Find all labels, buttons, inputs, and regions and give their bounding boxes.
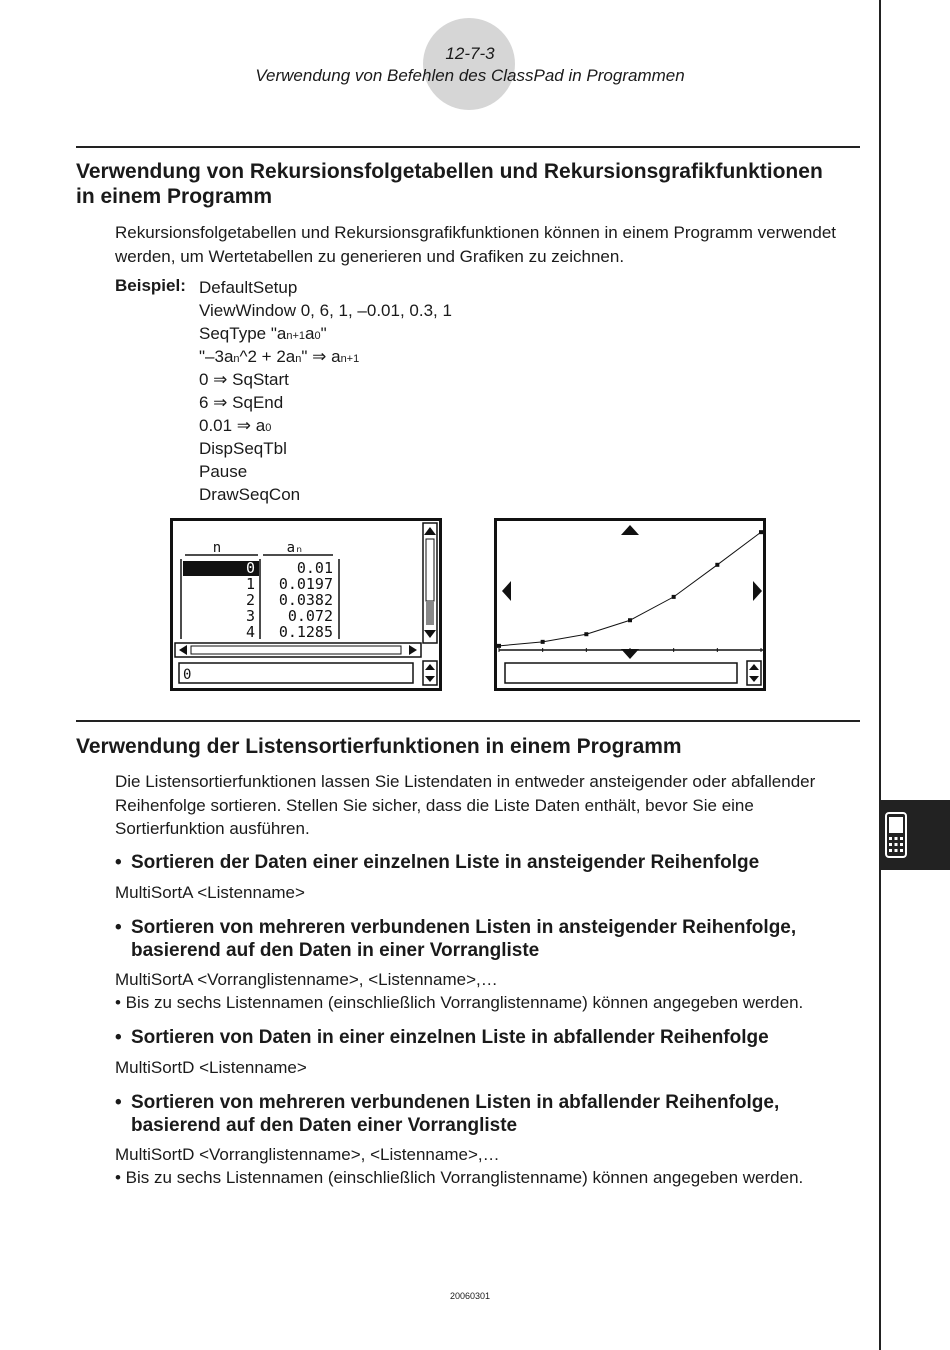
bullet-title-line: Sortieren von mehreren verbundenen Listen in abfallender Reihenfolge, — [131, 1092, 780, 1113]
footer-code: 20060301 — [449, 1291, 491, 1301]
table-cell-an[interactable]: 0.0382 — [278, 591, 333, 609]
table-input-field[interactable] — [179, 663, 413, 683]
sequence-curve — [499, 532, 761, 646]
bullet-dot: • — [115, 1092, 122, 1113]
syntax-line: MultiSortD <Vorranglistenname>, <Listenname>,… — [115, 1145, 500, 1164]
table-cell-an[interactable]: 0.0197 — [278, 575, 333, 593]
code-subscript: n+1 — [286, 330, 305, 342]
table-cell-n[interactable]: 2 — [245, 591, 255, 609]
intro-line: werden, um Wertetabellen zu generieren und Grafiken zu zeichnen. — [115, 246, 625, 266]
sequence-point — [584, 632, 588, 636]
bullet-title — [131, 1091, 871, 1137]
sequence-point — [715, 563, 719, 567]
scroll-right-arrow[interactable] — [753, 581, 762, 601]
scroll-down-arrow[interactable] — [621, 649, 639, 659]
scroll-left-arrow[interactable] — [502, 581, 511, 601]
page-subtitle: Verwendung von Befehlen des ClassPad in Programmen — [255, 66, 685, 85]
section-rule — [76, 146, 860, 148]
code-subscript: n — [295, 353, 302, 365]
code-part: " ⇒ a — [301, 347, 341, 366]
section-heading: Verwendung der Listensortierfunktionen in einem Programm — [76, 735, 682, 758]
code-subscript: 0 — [314, 330, 321, 342]
code-part: SeqType "a — [199, 324, 287, 343]
page-number-circle — [423, 18, 515, 110]
table-cell-n[interactable]: 1 — [245, 575, 255, 593]
code-part: 0.01 ⇒ a — [199, 416, 266, 435]
table-input-value: 0 — [183, 667, 192, 683]
syntax-line: MultiSortA <Listenname> — [115, 883, 305, 902]
calculator-icon — [884, 812, 908, 858]
graph-input-field[interactable] — [505, 663, 737, 683]
bullet-title — [131, 916, 871, 962]
code-part: " — [320, 324, 327, 343]
syntax-line: MultiSortD <Listenname> — [115, 1058, 307, 1077]
sequence-graph-screen — [494, 518, 766, 691]
code-line: 6 ⇒ SqEnd — [199, 393, 284, 412]
margin-rule — [879, 0, 881, 1350]
bullet-title-line: basierend auf den Daten in einer Vorrangliste — [131, 940, 540, 961]
section-intro — [115, 221, 861, 268]
bullet-title-line: Sortieren von mehreren verbundenen Listen in ansteigender Reihenfolge, — [131, 917, 797, 938]
bullet-dot: • — [115, 852, 122, 873]
section-intro — [115, 770, 861, 841]
intro-line: Die Listensortierfunktionen lassen Sie Listendaten in entweder ansteigender oder abfallender — [115, 772, 816, 791]
intro-line: Reihenfolge sortieren. Stellen Sie sicher, dass die Liste Daten enthält, bevor Sie eine — [115, 795, 754, 815]
code-part: ^2 + 2a — [239, 347, 296, 366]
table-cell-an[interactable]: 0.072 — [287, 607, 333, 625]
code-line: ViewWindow 0, 6, 1, –0.01, 0.3, 1 — [199, 301, 452, 320]
bullet-title: Sortieren von Daten in einer einzelnen Liste in abfallender Reihenfolge — [131, 1027, 769, 1048]
table-cell-an[interactable]: 0.01 — [296, 559, 333, 577]
table-cell-n[interactable]: 4 — [245, 623, 255, 641]
sequence-point — [672, 595, 676, 599]
code-part: a — [305, 324, 315, 343]
heading-line: Verwendung von Rekursionsfolgetabellen und Rekursionsgrafikfunktionen — [76, 160, 823, 183]
bullet-dot: • — [115, 1027, 122, 1048]
note-line: • Bis zu sechs Listennamen (einschließlich Vorranglistenname) können angegeben werden. — [115, 1168, 804, 1187]
code-subscript: n — [233, 353, 240, 365]
code-line: DispSeqTbl — [199, 439, 287, 458]
table-cell-n[interactable]: 0 — [245, 559, 255, 577]
bullet-dot: • — [115, 917, 122, 938]
bullet-title: Sortieren der Daten einer einzelnen Liste in ansteigender Reihenfolge — [131, 852, 760, 873]
sequence-point — [541, 640, 545, 644]
example-label: Beispiel: — [115, 276, 186, 295]
code-line: DrawSeqCon — [199, 485, 301, 504]
note-line: • Bis zu sechs Listennamen (einschließlich Vorranglistenname) können angegeben werden. — [115, 993, 804, 1012]
graph-screen-drawing — [497, 521, 763, 688]
syntax-line: MultiSortA <Vorranglistenname>, <Listenname>,… — [115, 970, 498, 989]
table-cell-an[interactable]: 0.1285 — [278, 623, 333, 641]
section-heading — [76, 159, 866, 209]
code-line: Pause — [199, 462, 248, 481]
code-subscript: n+1 — [340, 353, 360, 365]
table-cell-n[interactable]: 3 — [245, 607, 255, 625]
bullet-title-line: basierend auf den Daten einer Vorrangliste — [131, 1115, 518, 1136]
chapter-tab — [880, 800, 950, 870]
section-rule — [76, 720, 860, 722]
sequence-point — [759, 530, 763, 534]
code-line: DefaultSetup — [199, 278, 298, 297]
sequence-point — [628, 618, 632, 622]
intro-line: Sortierfunktion ausführen. — [115, 819, 310, 838]
scroll-up-arrow[interactable] — [621, 525, 639, 535]
intro-line: Rekursionsfolgetabellen und Rekursionsgrafikfunktionen können in einem Programm verwendet — [115, 223, 837, 242]
code-part: "–3a — [199, 347, 234, 366]
sequence-table-screen — [170, 518, 442, 691]
page-number: 12-7-3 — [445, 44, 495, 63]
table-header-n: n — [212, 540, 222, 556]
table-screen-drawing — [173, 521, 439, 688]
heading-line: in einem Programm — [76, 185, 273, 208]
table-header-an: aₙ — [286, 540, 304, 556]
sequence-point — [497, 644, 501, 648]
code-line: 0 ⇒ SqStart — [199, 370, 289, 389]
code-subscript: 0 — [265, 422, 272, 434]
